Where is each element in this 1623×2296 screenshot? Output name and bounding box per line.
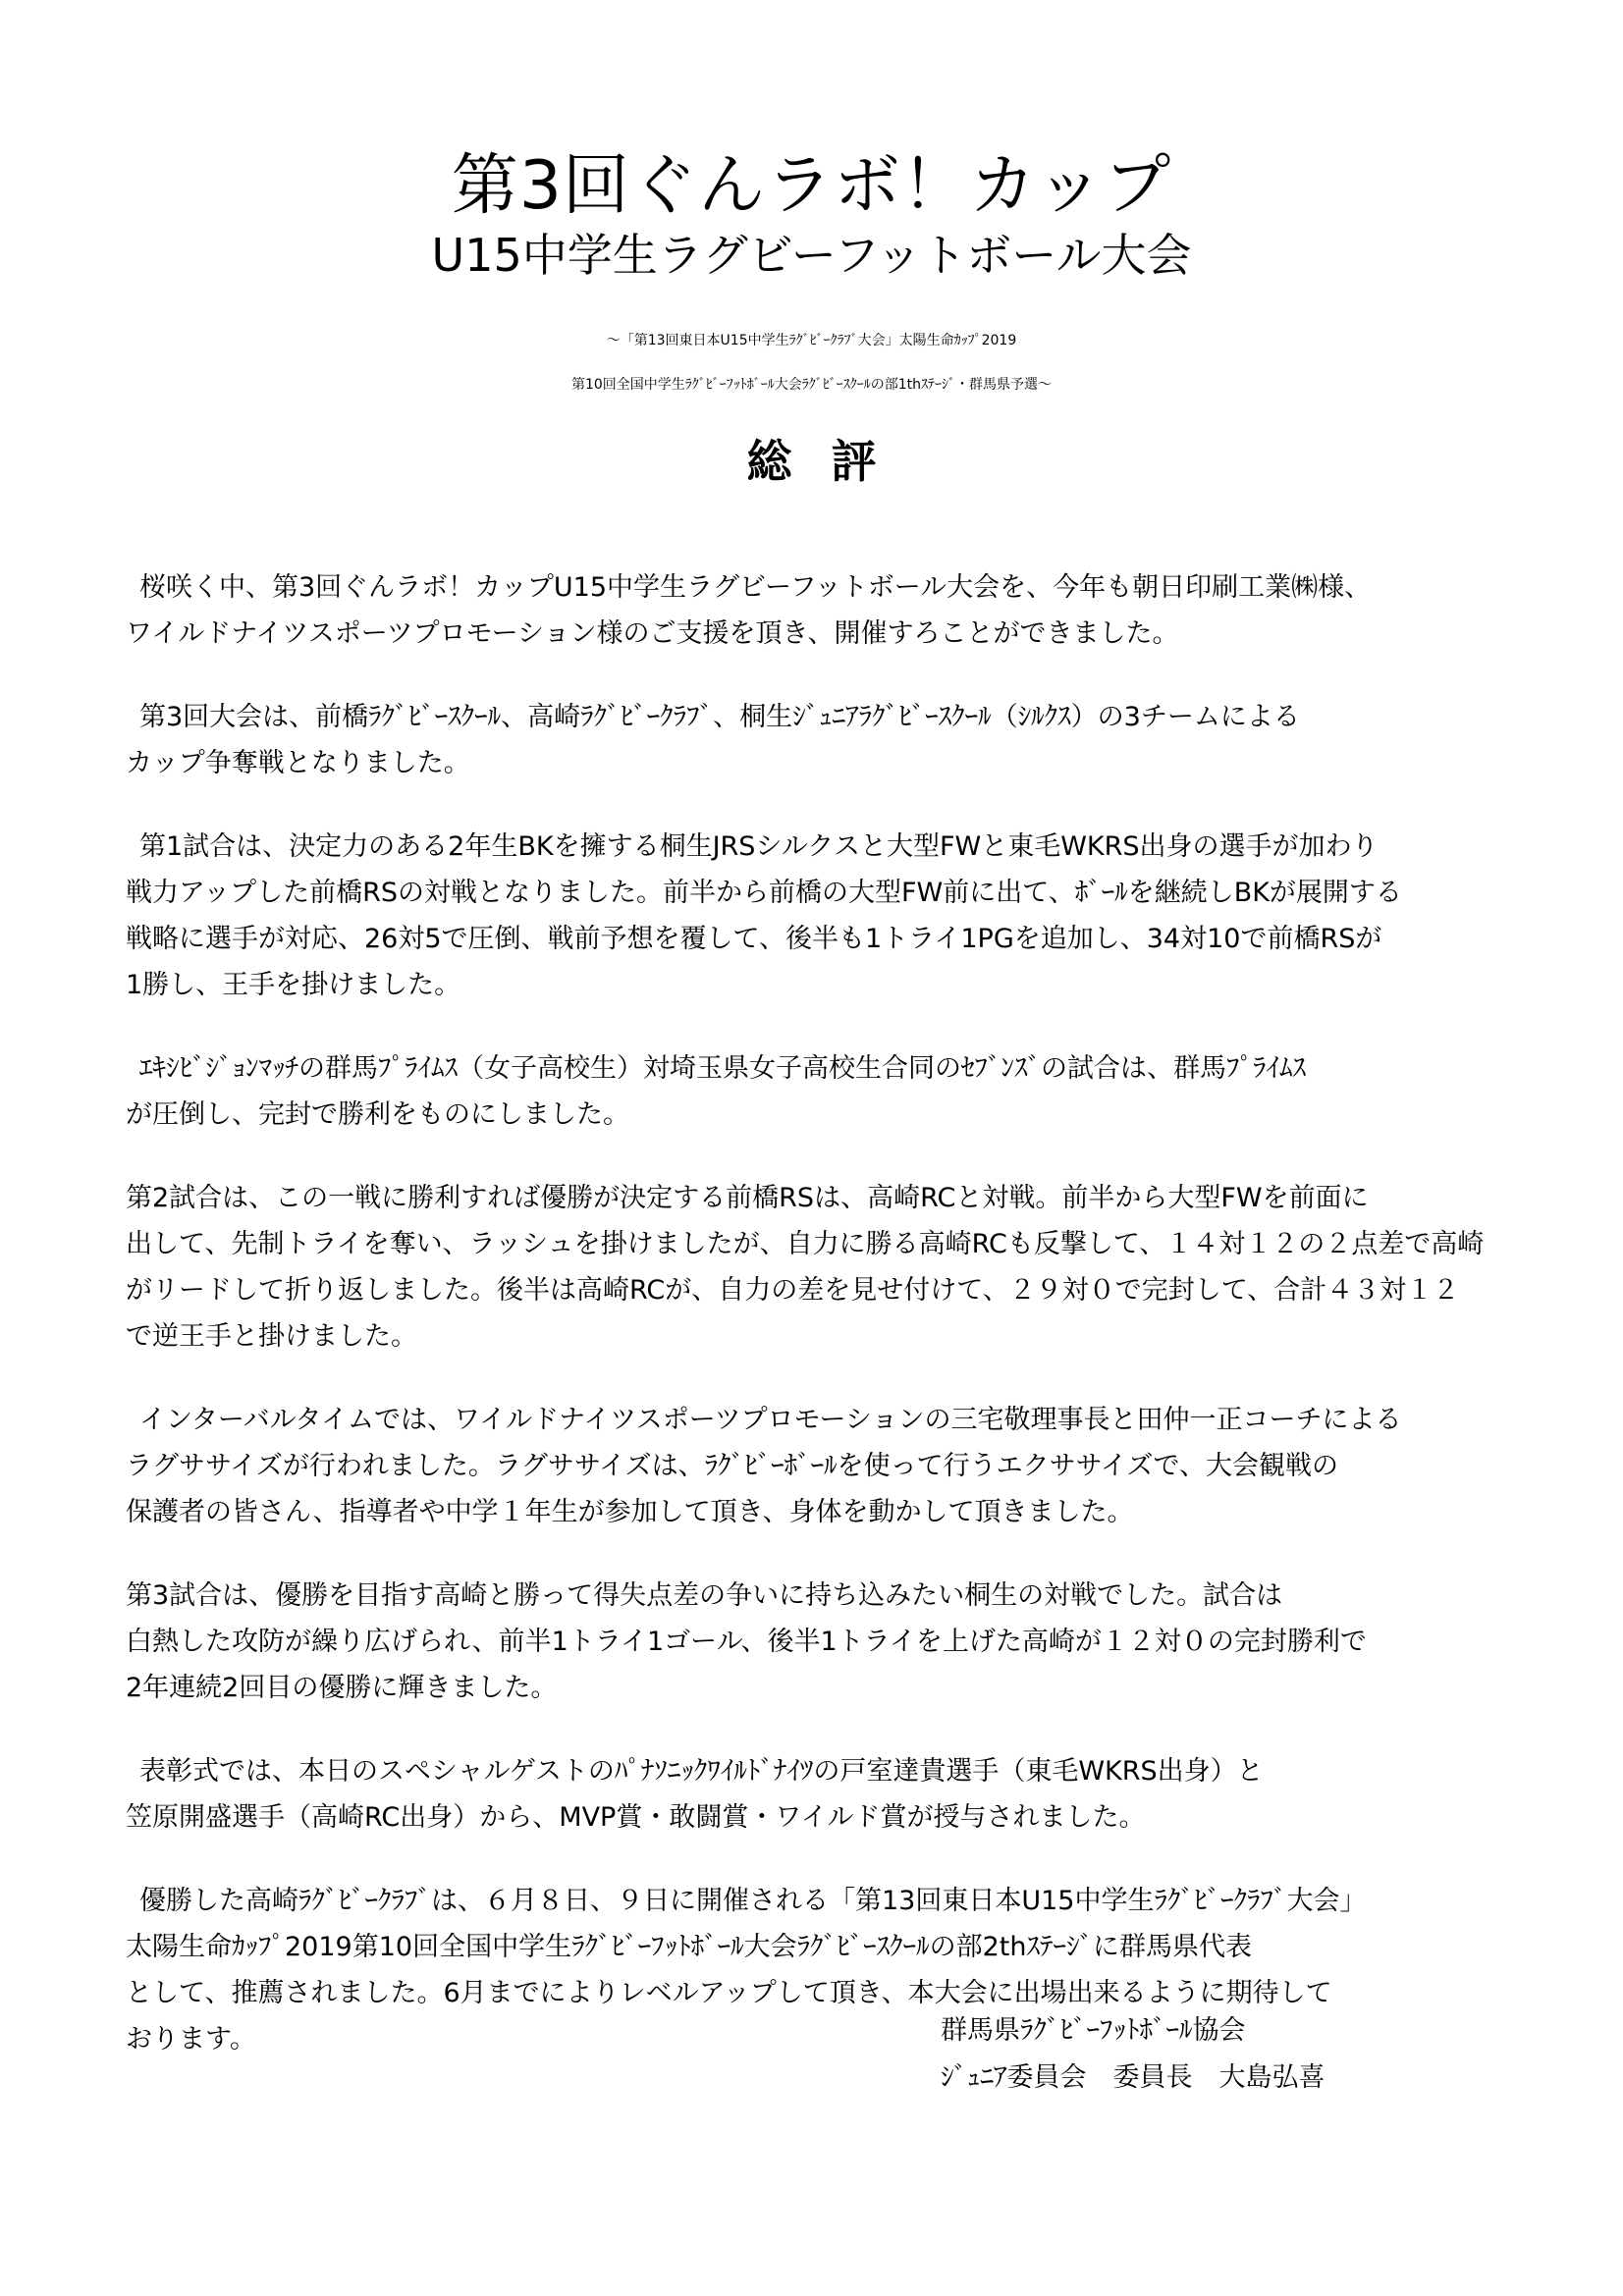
section-heading: 総評 bbox=[746, 435, 916, 488]
paragraph-line: 笠原開盛選手（高崎RC出身）から、MVP賞・敢闘賞・ワイルド賞が授与されました。 bbox=[126, 1802, 1146, 1833]
paragraph bbox=[126, 1175, 1500, 1360]
paragraph-line: 第1試合は、決定力のある2年生BKを擁する桐生JRSシルクスと大型FWと東毛WKRS出身の選手が加わり bbox=[139, 831, 1379, 862]
paragraph-line: 第2試合は、この一戦に勝利すれば優勝が決定する前橋RSは、高崎RCと対戦。前半から大型FWを前面に bbox=[126, 1183, 1369, 1213]
document-title: 第3回ぐんラボ！カップ bbox=[451, 147, 1172, 225]
paragraph-line: 保護者の皆さん、指導者や中学１年生が参加して頂き、身体を動かして頂きました。 bbox=[126, 1497, 1134, 1527]
paragraph-line: 第3試合は、優勝を目指す高崎と勝って得失点差の争いに持ち込みたい桐生の対戦でした。試合は bbox=[126, 1580, 1283, 1611]
paragraph bbox=[126, 564, 1500, 657]
paragraph bbox=[126, 694, 1500, 786]
paragraph-line: おります。 bbox=[126, 2024, 256, 2055]
paragraph-line: 戦力アップした前橋RSの対戦となりました。前半から前橋の大型FW前に出て、ﾎﾞｰﾙを継続しBKが展開する bbox=[126, 878, 1402, 908]
paragraph-line: が圧倒し、完封で勝利をものにしました。 bbox=[126, 1099, 629, 1130]
paragraph-line: 優勝した高崎ﾗｸﾞﾋﾞｰｸﾗﾌﾞは、６月８日、９日に開催される「第13回東日本U15中学生ﾗｸﾞﾋﾞｰｸﾗﾌﾞ大会」 bbox=[139, 1886, 1367, 1916]
paragraph-line: 白熱した攻防が繰り広げられ、前半1トライ1ゴール、後半1トライを上げた高崎が１２対０の完封勝利で bbox=[126, 1627, 1367, 1657]
paragraph-line: 表彰式では、本日のスペシャルゲストのﾊﾟﾅｿﾆｯｸﾜｲﾙﾄﾞﾅｲﾂの戸室達貴選手（東毛WKRS出身）と bbox=[139, 1756, 1264, 1787]
paragraph-line: 第3回大会は、前橋ﾗｸﾞﾋﾞｰｽｸｰﾙ、高崎ﾗｸﾞﾋﾞｰｸﾗﾌﾞ、桐生ｼﾞｭﾆｱﾗｸﾞﾋﾞｰｽｸｰﾙ（ｼﾙｸｽ）の3チームによる bbox=[139, 702, 1300, 732]
signature-organization: 群馬県ﾗｸﾞﾋﾞｰﾌｯﾄﾎﾞｰﾙ協会 bbox=[941, 2015, 1246, 2046]
paragraph bbox=[126, 1045, 1500, 1138]
paragraph-line: 桜咲く中、第3回ぐんラボ！カップU15中学生ラグビーフットボール大会を、今年も朝日印刷工業㈱様、 bbox=[139, 572, 1372, 603]
paragraph bbox=[126, 824, 1500, 1008]
paragraph-line: インターバルタイムでは、ワイルドナイツスポーツプロモーションの三宅敬理事長と田仲一正コーチによる bbox=[139, 1405, 1402, 1435]
event-description-line-2: 第10回全国中学生ﾗｸﾞﾋﾞｰﾌｯﾄﾎﾞｰﾙ大会ﾗｸﾞﾋﾞｰｽｸｰﾙの部1thｽﾃｰｼﾞ・群馬県予選～ bbox=[570, 377, 1053, 393]
paragraph-line: として、推薦されました。6月までによりレベルアップして頂き、本大会に出場出来るように期待して bbox=[126, 1978, 1332, 2008]
paragraph-line: がリードして折り返しました。後半は高崎RCが、自力の差を見せ付けて、２９対０で完封して、合計４３対１２ bbox=[126, 1275, 1460, 1306]
paragraph-line: 1勝し、王手を掛けました。 bbox=[126, 970, 461, 1000]
paragraph-line: ｴｷｼﾋﾞｼﾞｮﾝﾏｯﾁの群馬ﾌﾟﾗｲﾑｽ（女子高校生）対埼玉県女子高校生合同のｾﾌﾞﾝｽﾞの試合は、群馬ﾌﾟﾗｲﾑｽ bbox=[139, 1053, 1306, 1084]
event-description-line-1: ～「第13回東日本U15中学生ﾗｸﾞﾋﾞｰｸﾗﾌﾞ大会」太陽生命ｶｯﾌﾟ2019 bbox=[606, 333, 1017, 348]
signature-committee-chair: ｼﾞｭﾆｱ委員会 委員長 大島弘喜 bbox=[941, 2062, 1325, 2093]
paragraph-line: 戦略に選手が対応、26対5で圧倒、戦前予想を覆して、後半も1トライ1PGを追加し、34対10で前橋RSが bbox=[126, 924, 1382, 954]
signature-block bbox=[941, 2007, 1325, 2102]
paragraph-line: ワイルドナイツスポーツプロモーション様のご支援を頂き、開催すろことができました。 bbox=[126, 618, 1179, 649]
document-body bbox=[126, 564, 1500, 2100]
paragraph-line: 太陽生命ｶｯﾌﾟ2019第10回全国中学生ﾗｸﾞﾋﾞｰﾌｯﾄﾎﾞｰﾙ大会ﾗｸﾞﾋﾞｰｽｸｰﾙの部2thｽﾃｰｼﾞに群馬県代表 bbox=[126, 1932, 1252, 1962]
paragraph-line: 出して、先制トライを奪い、ラッシュを掛けましたが、自力に勝る高崎RCも反撃して、１４対１２の２点差で高崎 bbox=[126, 1229, 1485, 1259]
paragraph bbox=[126, 1573, 1500, 1711]
paragraph bbox=[126, 1748, 1500, 1841]
paragraph-line: で逆王手と掛けました。 bbox=[126, 1321, 417, 1352]
paragraph-line: カップ争奪戦となりました。 bbox=[126, 748, 470, 778]
paragraph bbox=[126, 1397, 1500, 1535]
paragraph-line: 2年連続2回目の優勝に輝きました。 bbox=[126, 1673, 558, 1703]
document-subtitle: U15中学生ラグビーフットボール大会 bbox=[431, 229, 1192, 282]
paragraph-line: ラグササイズが行われました。ラグササイズは、ﾗｸﾞﾋﾞｰﾎﾞｰﾙを使って行うエクササイズで、大会観戦の bbox=[126, 1451, 1338, 1481]
